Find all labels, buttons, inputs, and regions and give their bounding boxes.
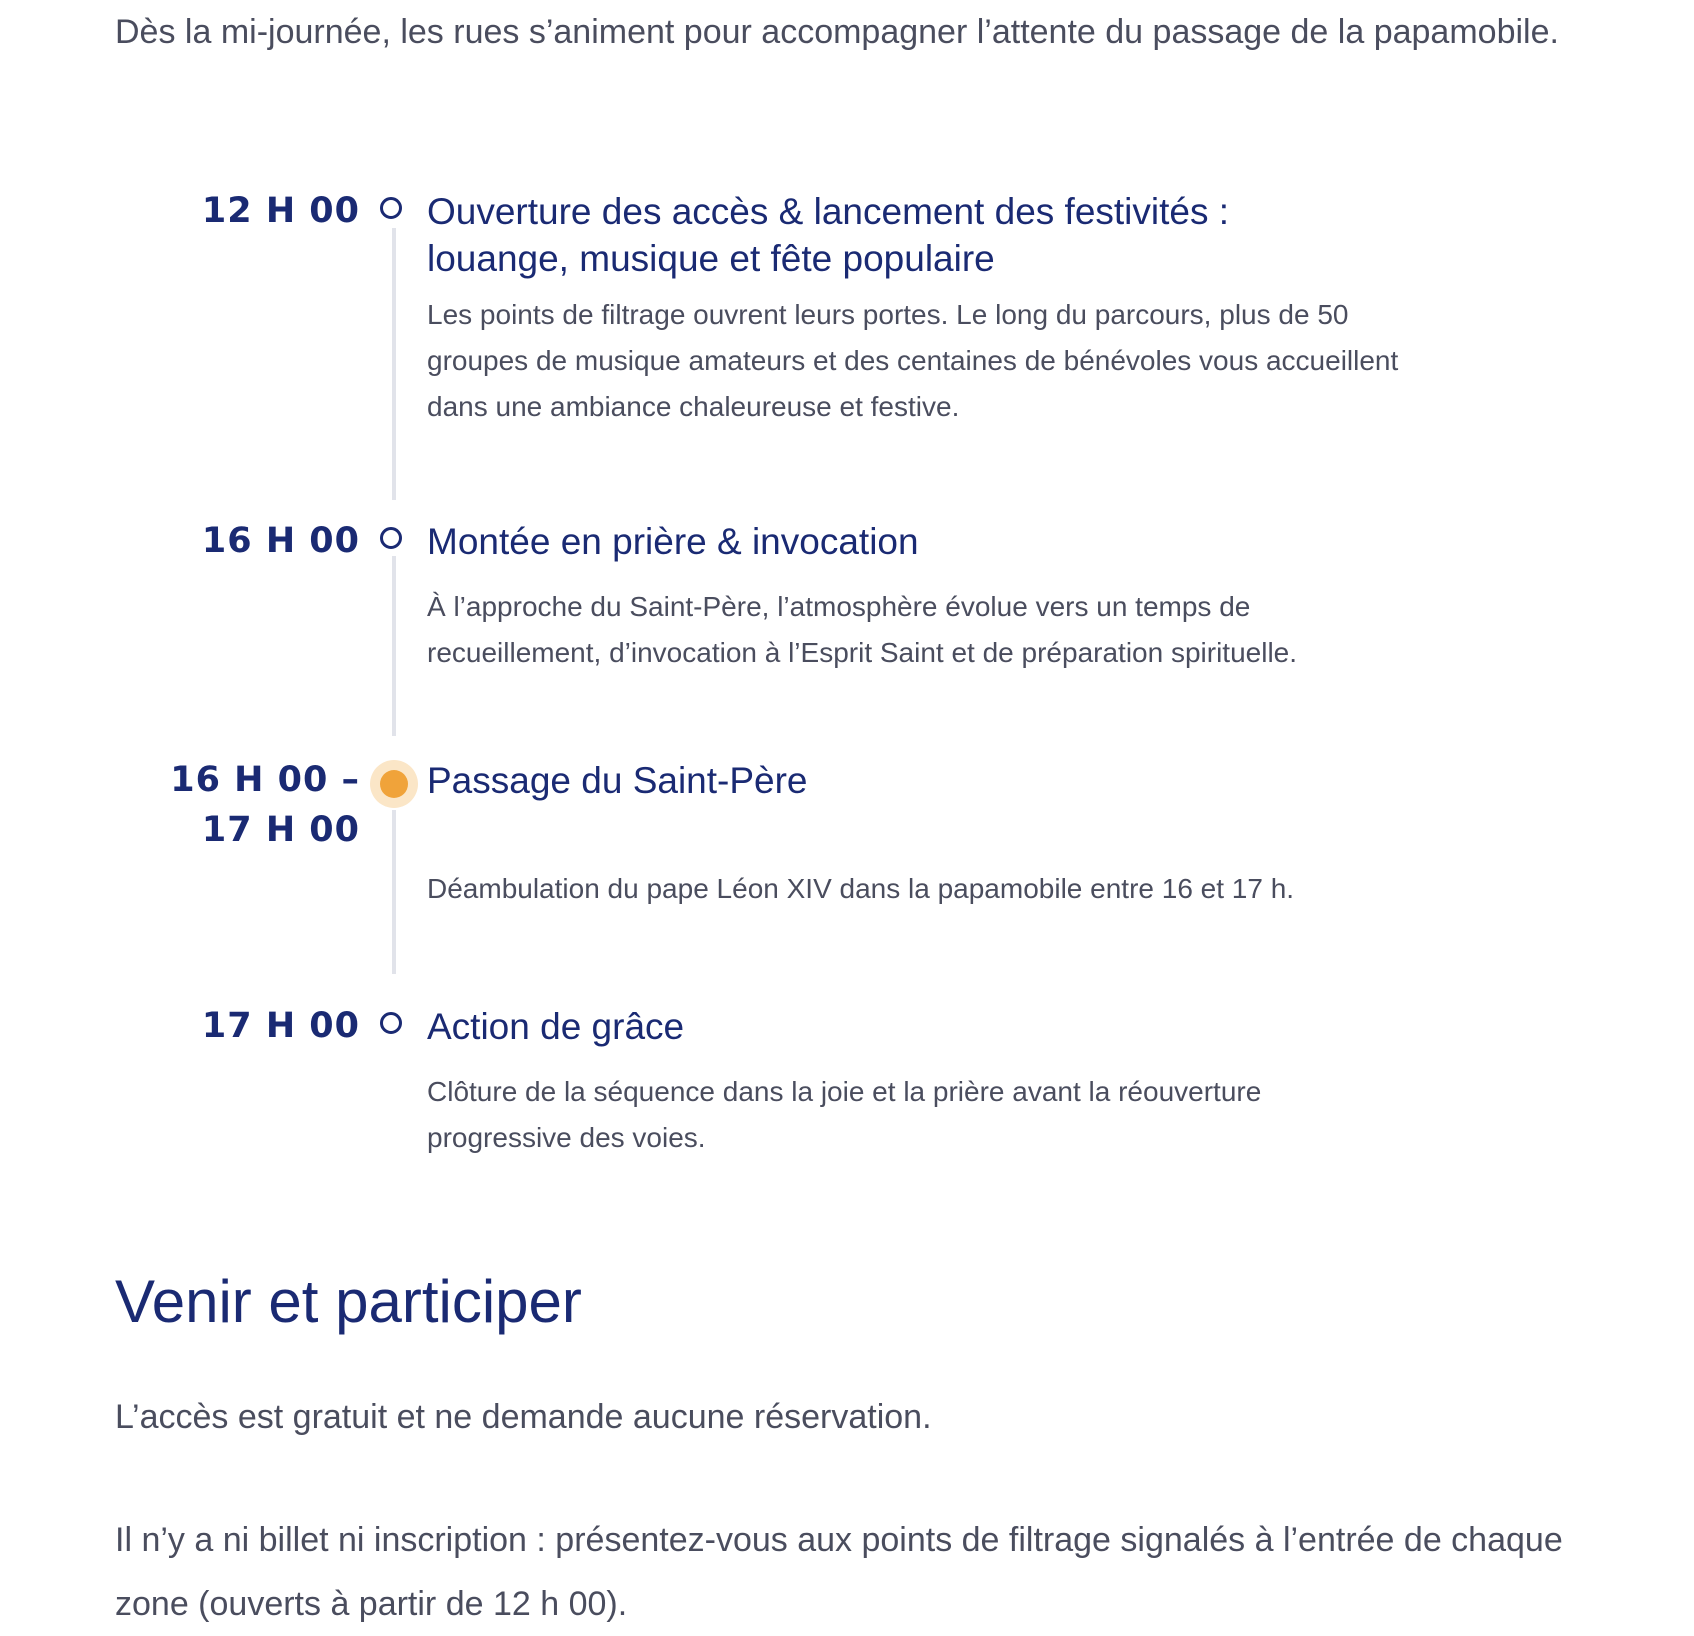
timeline-description: Les points de filtrage ouvrent leurs portes. Le long du parcours, plus de 50 groupes de musique amateurs et des centaines de bénévoles vous accueillent dans une ambiance chaleureuse et festive. — [427, 299, 1399, 422]
timeline-time-start: 16 H 00 – — [170, 760, 360, 800]
timeline-time: 12 H 00 — [201, 191, 360, 231]
intro-paragraph: Dès la mi-journée, les rues s’animent pour accompagner l’attente du passage de la papamobile. — [115, 13, 1559, 51]
timeline-time: 16 H 00 — [201, 521, 360, 561]
timeline-title: Action de grâce — [427, 1006, 685, 1047]
timeline-title: Montée en prière & invocation — [427, 521, 919, 562]
timeline-active-dot-icon — [370, 760, 418, 808]
timeline-title: Ouverture des accès & lancement des festivités : louange, musique et fête populaire — [427, 191, 1230, 279]
timeline-time: 17 H 00 — [201, 1006, 360, 1046]
timeline-dot-icon — [380, 527, 402, 549]
timeline-description: À l’approche du Saint-Père, l’atmosphère évolue vers un temps de recueillement, d’invocation à l’Esprit Saint et de préparation spirituelle. — [427, 591, 1298, 668]
timeline-connector — [392, 556, 396, 736]
ticket-paragraph: Il n’y a ni billet ni inscription : présentez-vous aux points de filtrage signalés à l’entrée de chaque zone (ouverts à partir de 12 h 00). — [115, 1521, 1563, 1623]
timeline-description: Clôture de la séquence dans la joie et la prière avant la réouverture progressive des voies. — [427, 1076, 1262, 1153]
timeline-connector — [392, 228, 396, 500]
timeline-title: Passage du Saint-Père — [427, 760, 808, 801]
timeline-connector — [392, 810, 396, 974]
access-paragraph: L’accès est gratuit et ne demande aucune réservation. — [115, 1398, 932, 1436]
timeline-dot-icon — [380, 1012, 402, 1034]
timeline-description: Déambulation du pape Léon XIV dans la papamobile entre 16 et 17 h. — [427, 873, 1295, 904]
timeline-time-end: 17 H 00 — [201, 810, 360, 850]
timeline-dot-icon — [380, 197, 402, 219]
section-title: Venir et participer — [115, 1268, 582, 1335]
